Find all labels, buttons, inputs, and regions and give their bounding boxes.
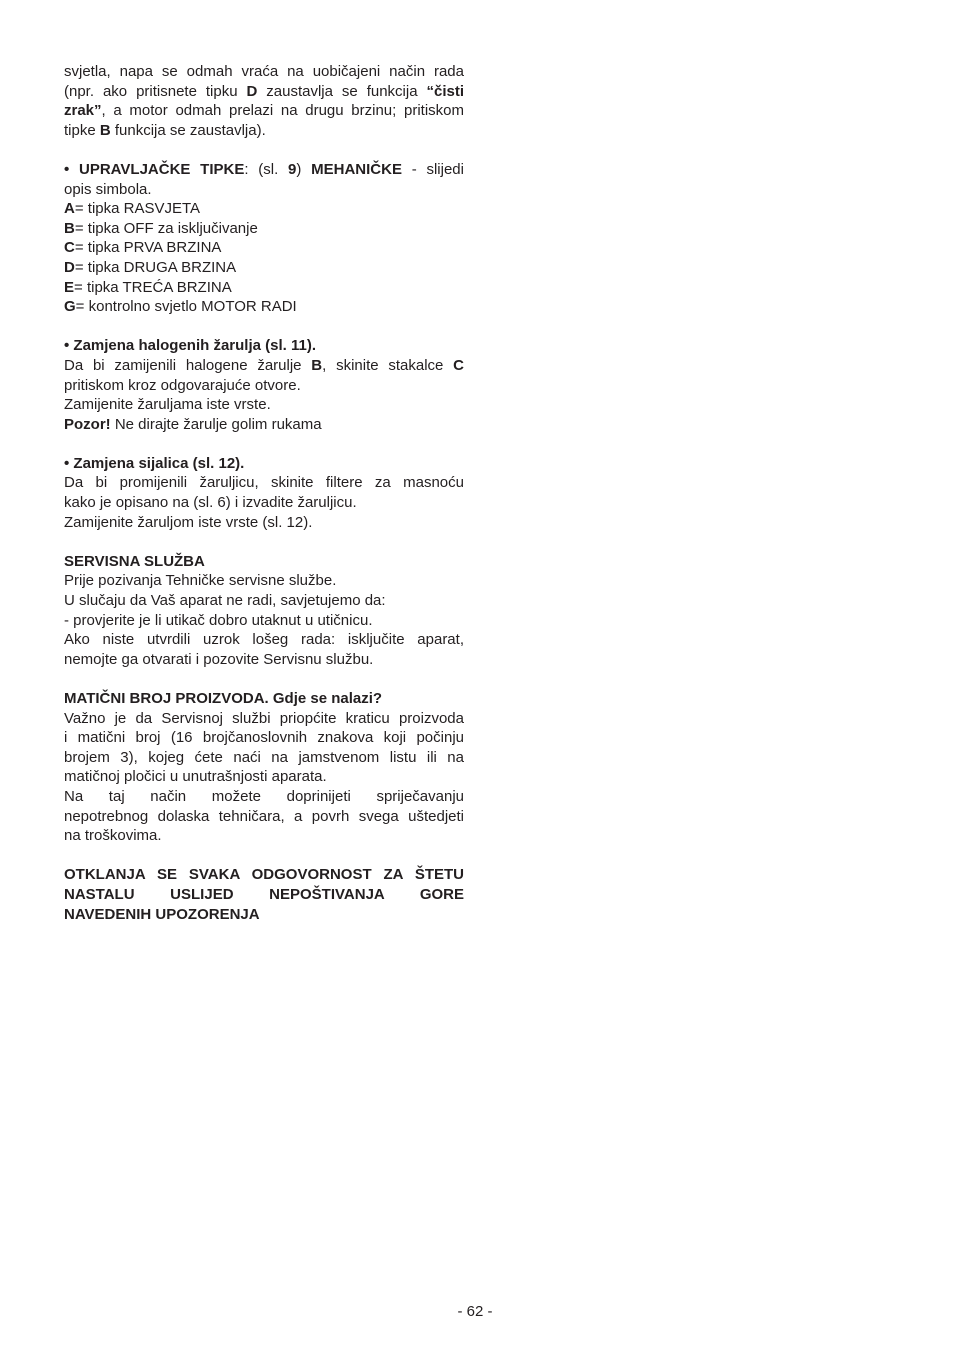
text: kako je opisano na (sl. 6) i izvadite žaruljicu. [64,494,357,512]
blank-line [64,434,464,454]
text: U slučaju da Vaš aparat ne radi, savjetujemo da: [64,592,386,610]
text-line [64,493,464,513]
text: = tipka DRUGA BRZINA [74,258,237,276]
text: Ne dirajte žarulje golim rukama [110,415,322,433]
text-line [64,454,464,474]
text-line [64,415,464,435]
bold-text: MEHANIČKE [311,160,402,178]
text-line [64,689,464,709]
text: : (sl. [244,160,289,178]
text-line [64,101,464,121]
bold-text: D [64,258,75,276]
text-line [64,356,464,376]
text-line [64,278,464,298]
text-line [64,552,464,572]
text-line [64,611,464,631]
text-line [64,571,464,591]
text-line [64,297,464,317]
text-column [64,62,464,924]
text-line [64,376,464,396]
text: zaustavlja se funkcija [257,82,427,100]
text: ) [296,160,312,178]
bold-text: G [64,298,76,316]
bold-text: SERVISNA SLUŽBA [64,552,205,570]
text-line [64,258,464,278]
text-line [64,807,464,827]
text-line [64,748,464,768]
text: = tipka PRVA BRZINA [74,239,222,257]
bold-text: B [311,356,323,374]
text: nepotrebnog dolaska tehničara, a povrh svega uštedjeti [64,807,464,825]
bold-text: D [246,82,258,100]
text-line [64,82,464,102]
text-line [64,591,464,611]
text: brojem 3), kojeg ćete naći na jamstvenom listu ili na [64,748,464,766]
bold-text: • Zamjena sijalica (sl. 12). [64,454,245,472]
text: funkcija se zaustavlja). [110,121,266,139]
text: Na taj način možete doprinijeti spriječavanju [64,787,464,805]
page-number: - 62 - [457,1303,493,1320]
text-line [64,473,464,493]
text-line [64,650,464,670]
text-line [64,728,464,748]
text: tipke [64,121,100,139]
text: Važno je da Servisnoj službi priopćite kraticu proizvoda [64,709,464,727]
text: = tipka OFF za isključivanje [74,219,258,237]
text-line [64,885,464,905]
text: , a motor odmah prelazi na drugu brzinu; pritiskom [101,102,464,120]
blank-line [64,317,464,337]
text-line [64,180,464,200]
text: pritiskom kroz odgovarajuće otvore. [64,376,301,394]
text: Zamijenite žaruljama iste vrste. [64,396,271,414]
bold-text: 9 [288,160,297,178]
text: Zamijenite žaruljom iste vrste (sl. 12). [64,513,313,531]
text-line [64,238,464,258]
bold-text: MATIČNI BROJ PROIZVODA. Gdje se nalazi? [64,690,383,707]
blank-line [64,846,464,866]
bold-text: Pozor! [64,415,111,433]
bold-text: NAVEDENIH UPOZORENJA [64,905,260,923]
text-line [64,513,464,533]
text-line [64,336,464,356]
bold-text: B [64,219,75,237]
text: = tipka RASVJETA [74,200,201,218]
text: svjetla, napa se odmah vraća na uobičajeni način rada [64,63,464,80]
bold-text: zrak” [64,102,102,120]
text: matičnoj pločici u unutrašnjosti aparata. [64,768,327,786]
text: Ako niste utvrdili uzrok lošeg rada: isključite aparat, [64,631,464,649]
text: = tipka TREĆA BRZINA [74,278,232,296]
text: Da bi promijenili žaruljicu, skinite filtere za masnoću [64,474,464,492]
blank-line [64,532,464,552]
bold-text: • Zamjena halogenih žarulja (sl. 11). [64,337,316,355]
text: na troškovima. [64,827,162,845]
bold-text: E [64,278,75,296]
text: - slijedi [401,160,464,178]
bold-text: B [99,121,111,139]
text: Da bi zamijenili halogene žarulje [64,356,312,374]
bold-text: OTKLANJA SE SVAKA ODGOVORNOST ZA ŠTETU [64,866,464,884]
text: - provjerite je li utikač dobro utaknut u utičnicu. [64,611,373,629]
text-line [64,865,464,885]
bold-text: • UPRAVLJAČKE TIPKE [64,160,245,178]
text-line [64,767,464,787]
text-line [64,826,464,846]
text: = kontrolno svjetlo MOTOR RADI [75,298,297,316]
bold-text: C [453,356,464,374]
text-line [64,160,464,180]
bold-text: A [64,200,75,218]
text: Prije pozivanja Tehničke servisne službe. [64,572,337,590]
text: nemojte ga otvarati i pozovite Servisnu službu. [64,650,374,668]
blank-line [64,140,464,160]
blank-line [64,669,464,689]
text: (npr. ako pritisnete tipku [64,82,247,100]
bold-text: “čisti [426,82,465,100]
text-line [64,787,464,807]
bold-text: C [64,239,75,257]
text: i matični broj (16 brojčanoslovnih znakova koji počinju [64,729,464,747]
text-line [64,395,464,415]
text-line [64,219,464,239]
text: , skinite stakalce [322,356,454,374]
text-line [64,121,464,141]
bold-text: NASTALU USLIJED NEPOŠTIVANJA GORE [64,885,464,903]
text-line [64,905,464,925]
text-line [64,62,464,82]
text-line [64,630,464,650]
text-line [64,709,464,729]
text-line [64,199,464,219]
text: opis simbola. [64,180,152,198]
